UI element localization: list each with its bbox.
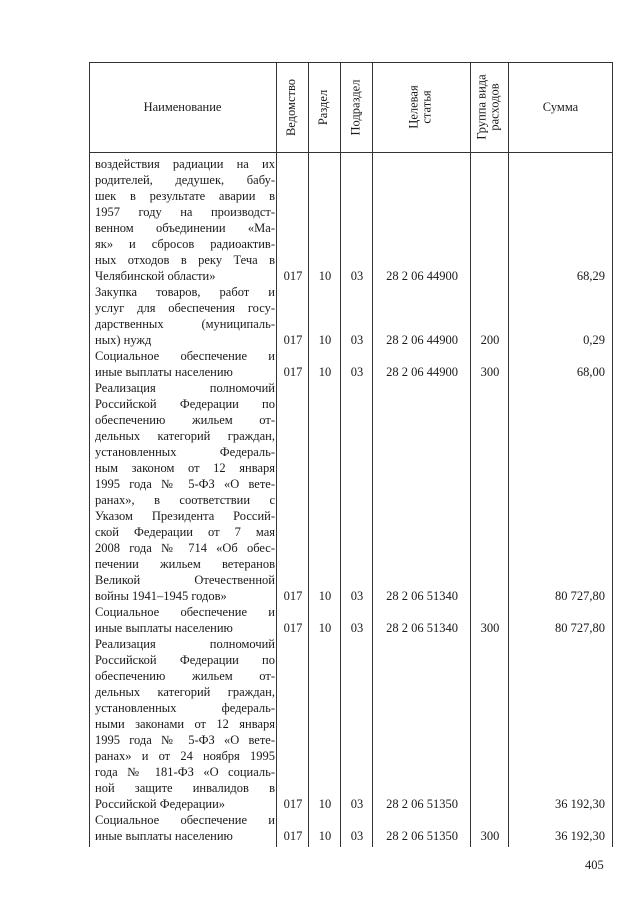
row-name-line: венном объединении «Ма- bbox=[95, 221, 275, 235]
row-vedomstvo: 017 bbox=[283, 797, 303, 811]
header-gruppa-line2: расходов bbox=[488, 83, 503, 131]
row-name-line: дарственных (муниципаль- bbox=[95, 317, 275, 331]
row-podrazdel: 03 bbox=[350, 621, 364, 635]
header-celevaya bbox=[372, 62, 470, 152]
row-name-line: ранах», в соответствии с bbox=[95, 493, 275, 507]
row-celevaya: 28 2 06 44900 bbox=[386, 365, 458, 379]
row-name-line: установленных федераль- bbox=[95, 701, 275, 715]
header-gruppa bbox=[470, 62, 508, 152]
row-name-line: услуг для обеспечения госу- bbox=[95, 301, 275, 315]
row-name-line: Российской Федерации по bbox=[95, 653, 275, 667]
page-number: 405 bbox=[585, 858, 604, 872]
row-name-line: Указом Президента Россий- bbox=[95, 509, 275, 523]
row-name-line: ной защите инвалидов в bbox=[95, 781, 275, 795]
row-razdel: 10 bbox=[318, 589, 332, 603]
row-name-line: установленных Федераль- bbox=[95, 445, 275, 459]
header-celevaya-line1: Целевая bbox=[407, 85, 421, 129]
row-name-line: иные выплаты населению bbox=[95, 829, 233, 843]
col-divider-razdel bbox=[308, 62, 309, 847]
row-name-line: Российской Федерации» bbox=[95, 797, 226, 811]
header-summa bbox=[508, 62, 613, 152]
header-razdel bbox=[308, 62, 340, 152]
header-celevaya-line2: статья bbox=[420, 90, 434, 124]
row-name-line: года № 181-ФЗ «О социаль- bbox=[95, 765, 275, 779]
row-name-line: иные выплаты населению bbox=[95, 621, 233, 635]
row-name-line: ранах» и от 24 ноября 1995 bbox=[95, 749, 275, 763]
row-name-line: печении жильем ветеранов bbox=[95, 557, 275, 571]
row-name bbox=[95, 348, 275, 380]
row-name-line: Социальное обеспечение и bbox=[95, 813, 275, 827]
row-celevaya: 28 2 06 51340 bbox=[386, 621, 458, 635]
row-vedomstvo: 017 bbox=[283, 621, 303, 635]
header-gruppa-line1: Группа вида bbox=[475, 74, 490, 140]
row-name-line: 1995 года № 5-ФЗ «О вете- bbox=[95, 477, 275, 491]
row-name-line: родителей, дедушек, бабу- bbox=[95, 173, 275, 187]
col-divider-vedomstvo bbox=[276, 62, 277, 847]
col-divider-celevaya bbox=[372, 62, 373, 847]
header-vedomstvo bbox=[276, 62, 308, 152]
row-vedomstvo: 017 bbox=[283, 829, 303, 843]
row-summa: 80 727,80 bbox=[555, 589, 605, 603]
row-celevaya: 28 2 06 44900 bbox=[386, 269, 458, 283]
row-name-line: дельных категорий граждан, bbox=[95, 685, 275, 699]
row-summa: 80 727,80 bbox=[555, 621, 605, 635]
row-summa: 36 192,30 bbox=[555, 797, 605, 811]
row-name-line: Российской Федерации по bbox=[95, 397, 275, 411]
row-name bbox=[95, 284, 275, 348]
header-vedomstvo-text: Ведомство bbox=[284, 78, 299, 136]
row-gruppa: 300 bbox=[480, 829, 500, 843]
row-celevaya: 28 2 06 51350 bbox=[386, 797, 458, 811]
col-divider-podrazdel bbox=[340, 62, 341, 847]
row-name-line: обеспечению жильем от- bbox=[95, 413, 275, 427]
row-name-line: Социальное обеспечение и bbox=[95, 605, 275, 619]
row-name-line: Великой Отечественной bbox=[95, 573, 275, 587]
row-razdel: 10 bbox=[318, 797, 332, 811]
row-name-line: Челябинской области» bbox=[95, 269, 216, 283]
row-name-line: ской Федерации от 7 мая bbox=[95, 525, 275, 539]
row-name bbox=[95, 156, 275, 284]
row-razdel: 10 bbox=[318, 333, 332, 347]
row-podrazdel: 03 bbox=[350, 365, 364, 379]
header-summa-text: Сумма bbox=[542, 99, 579, 114]
header-razdel-text: Раздел bbox=[316, 89, 331, 125]
row-summa: 68,29 bbox=[576, 269, 605, 283]
row-name-line: Реализация полномочий bbox=[95, 637, 275, 651]
row-celevaya: 28 2 06 44900 bbox=[386, 333, 458, 347]
row-name-line: шек в результате аварии в bbox=[95, 189, 275, 203]
row-vedomstvo: 017 bbox=[283, 269, 303, 283]
col-divider-gruppa bbox=[470, 62, 471, 847]
row-name-line: як» и сбросов радиоактив- bbox=[95, 237, 275, 251]
row-name-line: иные выплаты населению bbox=[95, 365, 233, 379]
row-gruppa: 300 bbox=[480, 621, 500, 635]
row-razdel: 10 bbox=[318, 365, 332, 379]
row-name bbox=[95, 812, 275, 844]
row-name-line: дельных категорий граждан, bbox=[95, 429, 275, 443]
row-name bbox=[95, 604, 275, 636]
row-podrazdel: 03 bbox=[350, 589, 364, 603]
row-vedomstvo: 017 bbox=[283, 589, 303, 603]
row-podrazdel: 03 bbox=[350, 829, 364, 843]
row-name-line: 1957 году на производст- bbox=[95, 205, 275, 219]
header-gruppa-text bbox=[476, 74, 502, 139]
row-name bbox=[95, 636, 275, 812]
header-podrazdel bbox=[340, 62, 372, 152]
row-name-line: 2008 года № 714 «Об обес- bbox=[95, 541, 275, 555]
row-name-line: Социальное обеспечение и bbox=[95, 349, 275, 363]
row-razdel: 10 bbox=[318, 829, 332, 843]
row-name-line: ных) нужд bbox=[95, 333, 152, 347]
row-name-line: воздействия радиации на их bbox=[95, 157, 275, 171]
row-name bbox=[95, 380, 275, 604]
row-podrazdel: 03 bbox=[350, 797, 364, 811]
row-name-line: 1995 года № 5-ФЗ «О вете- bbox=[95, 733, 275, 747]
row-podrazdel: 03 bbox=[350, 333, 364, 347]
row-name-line: Закупка товаров, работ и bbox=[95, 285, 275, 299]
row-name-line: войны 1941–1945 годов» bbox=[95, 589, 227, 603]
row-vedomstvo: 017 bbox=[283, 333, 303, 347]
row-gruppa: 200 bbox=[480, 333, 500, 347]
header-divider bbox=[89, 152, 613, 153]
row-vedomstvo: 017 bbox=[283, 365, 303, 379]
header-name-text: Наименование bbox=[143, 99, 222, 114]
row-name-line: ным законом от 12 января bbox=[95, 461, 275, 475]
row-name-line: ных отходов в реку Теча в bbox=[95, 253, 275, 267]
row-celevaya: 28 2 06 51350 bbox=[386, 829, 458, 843]
header-podrazdel-text: Подраздел bbox=[348, 79, 363, 135]
header-name bbox=[89, 62, 276, 152]
col-divider-summa bbox=[508, 62, 509, 847]
row-razdel: 10 bbox=[318, 269, 332, 283]
header-celevaya-text bbox=[408, 85, 434, 128]
row-summa: 0,29 bbox=[583, 333, 605, 347]
row-summa: 68,00 bbox=[576, 365, 605, 379]
row-summa: 36 192,30 bbox=[555, 829, 605, 843]
row-name-line: Реализация полномочий bbox=[95, 381, 275, 395]
row-podrazdel: 03 bbox=[350, 269, 364, 283]
row-celevaya: 28 2 06 51340 bbox=[386, 589, 458, 603]
row-name-line: ными законами от 12 января bbox=[95, 717, 275, 731]
row-gruppa: 300 bbox=[480, 365, 500, 379]
row-razdel: 10 bbox=[318, 621, 332, 635]
row-name-line: обеспечению жильем от- bbox=[95, 669, 275, 683]
